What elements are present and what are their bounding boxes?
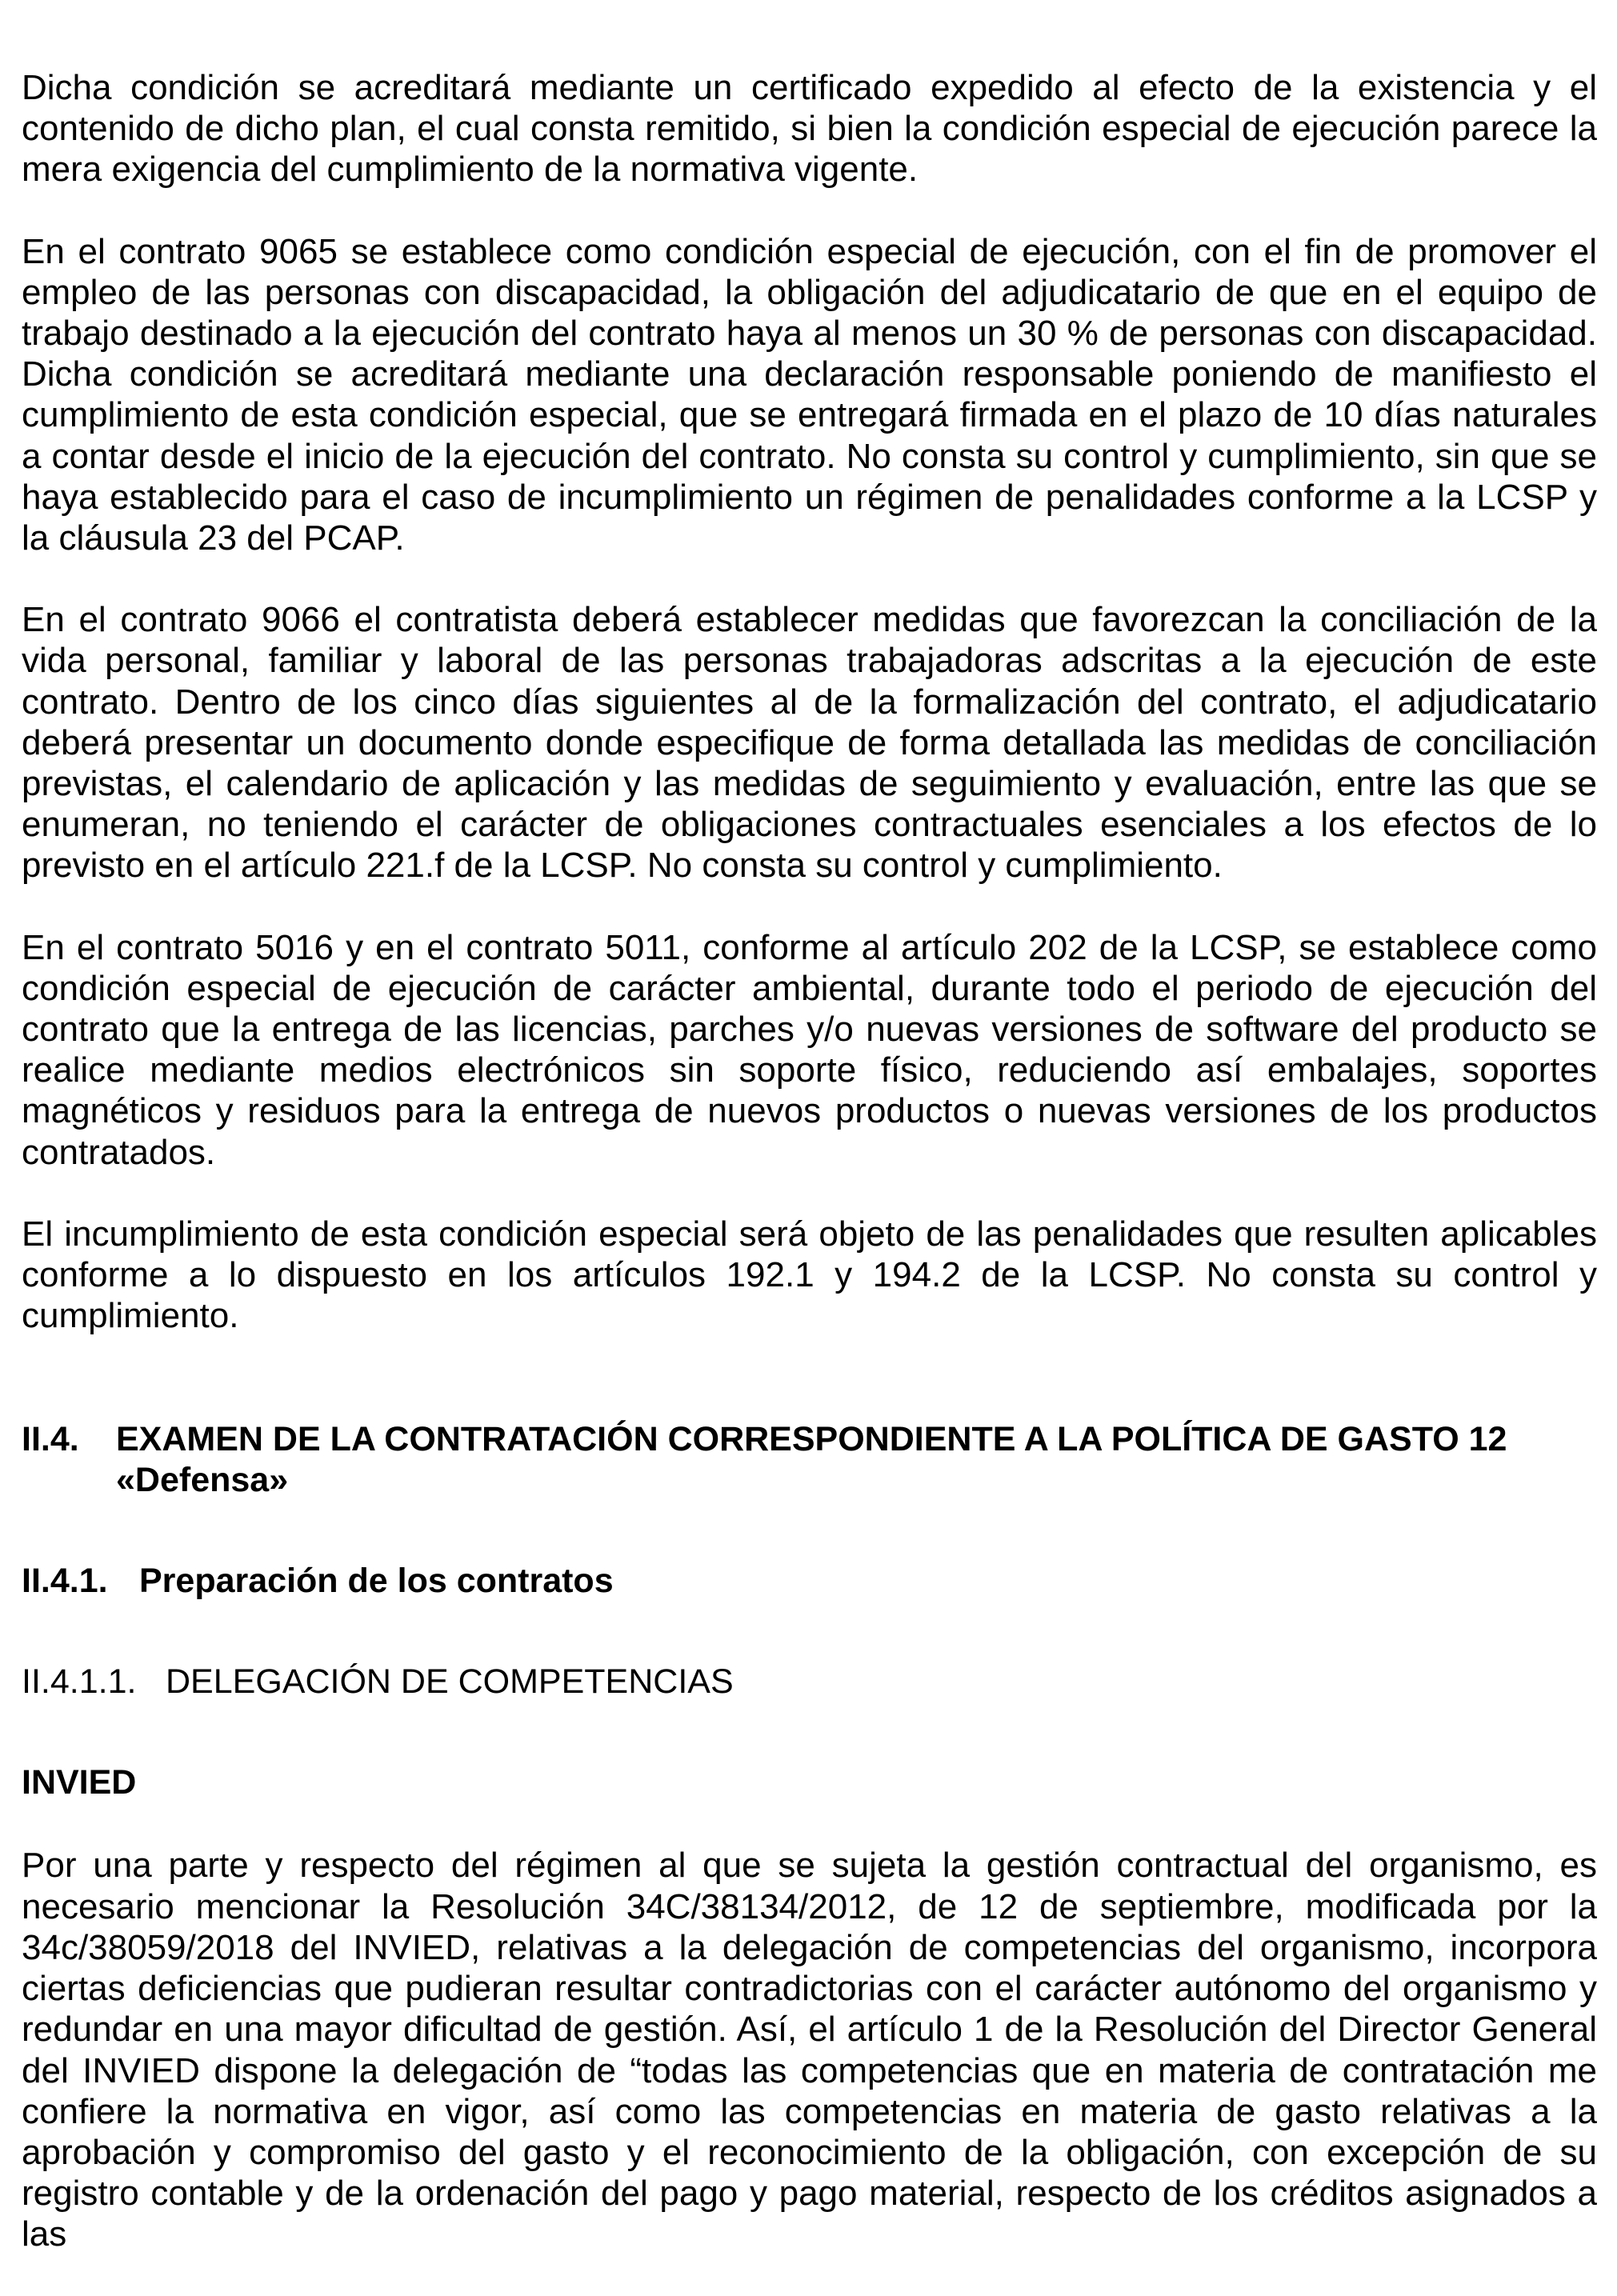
document-page bbox=[22, 67, 1597, 2296]
subsubsection-title: DELEGACIÓN DE COMPETENCIAS bbox=[166, 1662, 734, 1702]
organism-label: INVIED bbox=[22, 1763, 137, 1802]
paragraph-plan-certificate: Dicha condición se acreditará mediante un certificado expedido al efecto de la existencia y el contenido de dicho plan, el cual consta remitido, si bien la condición especial de ejecución parece la mera exigencia del cumplimiento de la normativa vigente. bbox=[22, 68, 1597, 190]
subsection-heading bbox=[22, 1561, 1597, 1602]
paragraph-contracts-5016-5011: En el contrato 5016 y en el contrato 5011, conforme al artículo 202 de la LCSP, se establece como condición especial de ejecución de carácter ambiental, durante todo el periodo de ejecución del contrato que la entrega de las licencias, parches y/o nuevas versiones de software del producto se realice mediante medios electrónicos sin soporte físico, reduciendo así embalajes, soportes magnéticos y residuos para la entrega de nuevos productos o nuevas versiones de los productos contratados. bbox=[22, 927, 1597, 1172]
paragraph-invied-delegation: Por una parte y respecto del régimen al que se sujeta la gestión contractual del organismo, es necesario mencionar la Resolución 34C/38134/2012, de 12 de septiembre, modificada por la 34c/38059/2018 del INVIED, relativas a la delegación de competencias del organismo, incorpora ciertas deficiencias que pudieran resultar contradictorias con el carácter autónomo del organismo y redundar en una mayor dificultad de gestión. Así, el artículo 1 de la Resolución del Director General del INVIED dispone la delegación de “todas las competencias que en materia de contratación me confiere la normativa en vigor, así como las competencias en materia de gasto relativas a la aprobación y compromiso del gasto y el reconocimiento de la obligación, con excepción de su registro contable y de la ordenación del pago y pago material, respecto de los créditos asignados a las bbox=[22, 1846, 1597, 2254]
paragraph-contract-9065: En el contrato 9065 se establece como condición especial de ejecución, con el fin de promover el empleo de las personas con discapacidad, la obligación del adjudicatario de que en el equipo de trabajo destinado a la ejecución del contrato haya al menos un 30 % de personas con discapacidad. Dicha condición se acreditará mediante una declaración responsable poniendo de manifiesto el cumplimiento de esta condición especial, que se entregará firmada en el plazo de 10 días naturales a contar desde el inicio de la ejecución del contrato. No consta su control y cumplimiento, sin que se haya establecido para el caso de incumplimiento un régimen de penalidades conforme a la LCSP y la cláusula 23 del PCAP. bbox=[22, 231, 1597, 558]
subsubsection-heading bbox=[22, 1662, 1597, 1702]
subsection-number: II.4.1. bbox=[22, 1562, 108, 1601]
section-number: II.4. bbox=[22, 1420, 79, 1459]
subsubsection-number: II.4.1.1. bbox=[22, 1662, 137, 1702]
paragraph-penalties: El incumplimiento de esta condición especial será objeto de las penalidades que resulten aplicables conforme a lo dispuesto en los artículos 192.1 y 194.2 de la LCSP. No consta su control y cumplimiento. bbox=[22, 1214, 1597, 1336]
section-heading bbox=[22, 1419, 1597, 1501]
section-title: EXAMEN DE LA CONTRATACIÓN CORRESPONDIENTE A LA POLÍTICA DE GASTO 12 «Defensa» bbox=[116, 1420, 1507, 1500]
paragraph-contract-9066: En el contrato 9066 el contratista deberá establecer medidas que favorezcan la conciliación de la vida personal, familiar y laboral de las personas trabajadoras adscritas a la ejecución de este contrato. Dentro de los cinco días siguientes al de la formalización del contrato, el adjudicatario deberá presentar un documento donde especifique de forma detallada las medidas de conciliación previstas, el calendario de aplicación y las medidas de seguimiento y evaluación, entre las que se enumeran, no teniendo el carácter de obligaciones contractuales esenciales a los efectos de lo previsto en el artículo 221.f de la LCSP. No consta su control y cumplimiento. bbox=[22, 600, 1597, 886]
subsection-title: Preparación de los contratos bbox=[139, 1562, 614, 1601]
